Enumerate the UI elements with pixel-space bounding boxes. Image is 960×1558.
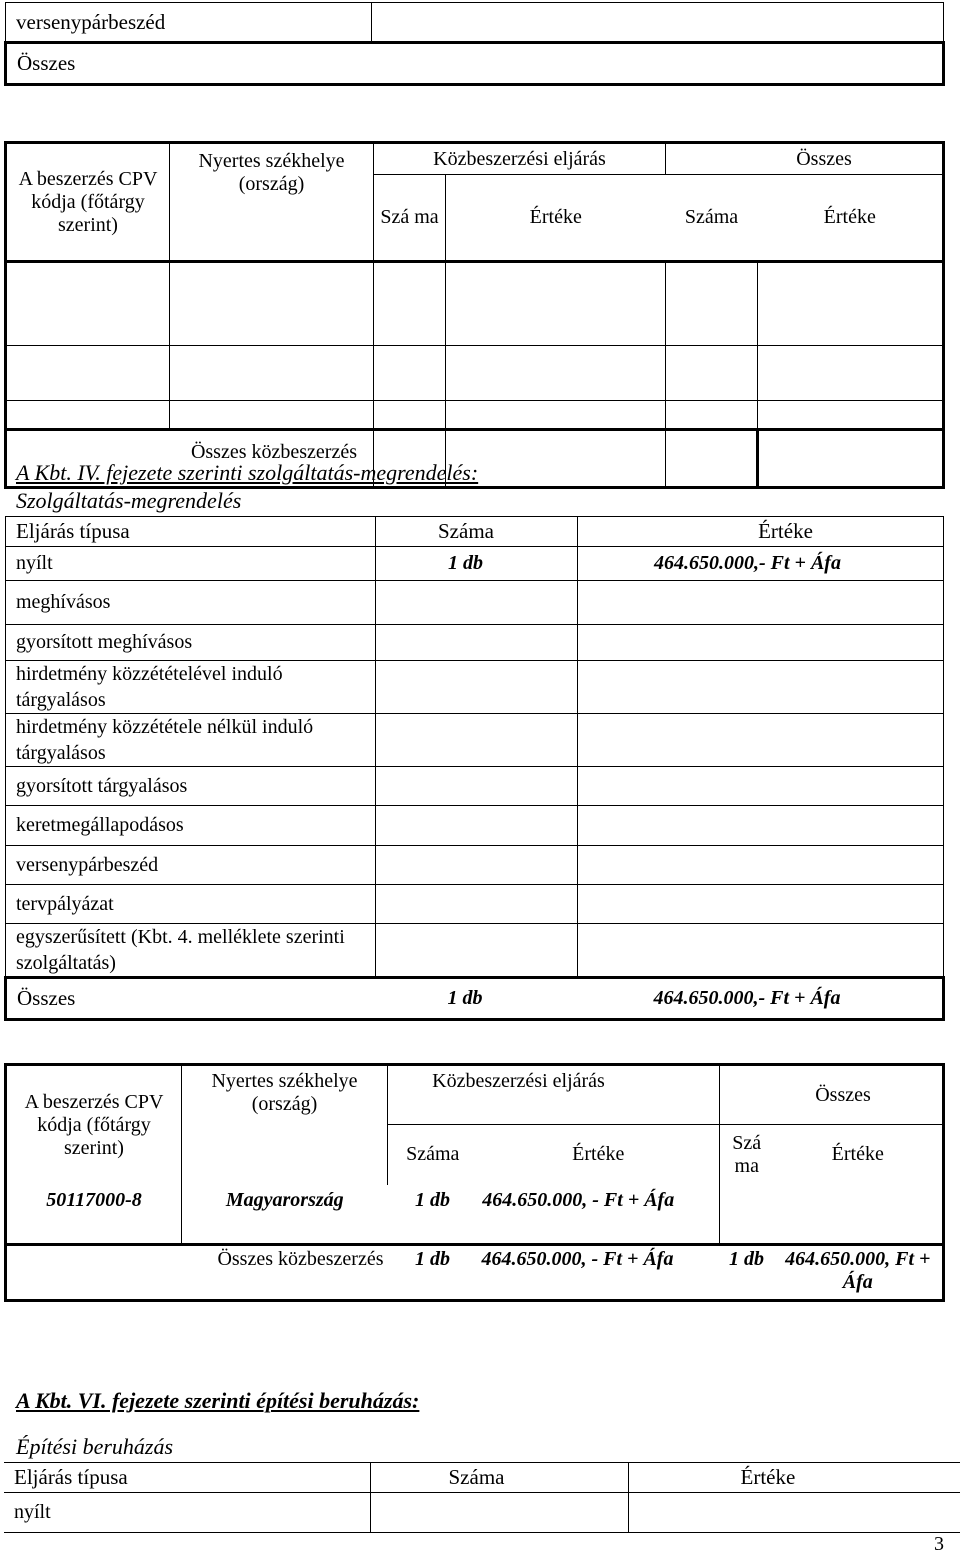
table-cell xyxy=(370,1493,628,1533)
header-cell-procedure: Közbeszerzési eljárás xyxy=(388,1065,720,1125)
table-cell xyxy=(374,262,446,346)
header-cell-total-value: Értéke xyxy=(774,1125,944,1185)
table-cell xyxy=(446,401,666,430)
table-cell xyxy=(578,846,944,885)
row-type: nyílt xyxy=(4,1493,370,1533)
table-cell xyxy=(628,1493,960,1533)
table-cell xyxy=(446,262,666,346)
value: 464.650.000, - Ft + Áfa xyxy=(478,1185,720,1245)
row-count: 1 db xyxy=(376,547,578,581)
row-type: nyílt xyxy=(6,547,376,581)
table-cell xyxy=(446,430,666,488)
table-cell xyxy=(578,806,944,846)
row-type: hirdetmény közzététele nélkül induló tárgyalásos xyxy=(6,714,376,767)
header-cell-total-value: Értéke xyxy=(758,175,944,262)
total-label: Összes xyxy=(6,978,376,1020)
row-type: gyorsított meghívásos xyxy=(6,625,376,661)
table-cell xyxy=(376,885,578,924)
header-cell-country: Nyertes székhelye (ország) xyxy=(170,143,374,262)
header-cell-value: Értéke xyxy=(478,1125,720,1185)
all-count: 1 db xyxy=(720,1245,774,1301)
header-procedure-type: Eljárás típusa xyxy=(4,1463,370,1493)
table-cell xyxy=(376,714,578,767)
summary-table-top xyxy=(4,2,945,86)
table-cell xyxy=(6,43,944,85)
row-type: versenypárbeszéd xyxy=(6,846,376,885)
table-cell xyxy=(374,401,446,430)
header-cell-total: Összes xyxy=(720,1065,944,1125)
total-count: 1 db xyxy=(376,978,578,1020)
header-cell-total-count: Szá ma xyxy=(720,1125,774,1185)
count: 1 db xyxy=(388,1185,478,1245)
header-cell-count: Szá ma xyxy=(374,175,446,262)
table-cell xyxy=(666,346,758,401)
section-vi-heading: A Kbt. VI. fejezete szerinti építési beruházás: xyxy=(16,1388,420,1413)
table-cell xyxy=(666,430,758,488)
table-cell xyxy=(758,401,944,430)
table-cell xyxy=(376,661,578,714)
total-label: Összes xyxy=(17,51,76,75)
procedure-type-label: versenypárbeszéd xyxy=(16,9,166,34)
procurement-table-2 xyxy=(4,1063,945,1302)
header-cell-cpv: A beszerzés CPV kódja (főtárgy szerint) xyxy=(6,143,170,262)
section-iv-subheading: Szolgáltatás-megrendelés xyxy=(16,488,242,513)
table-cell xyxy=(758,430,944,488)
table-cell xyxy=(376,924,578,978)
header-cell-total-count: Száma xyxy=(666,175,758,262)
table-cell xyxy=(720,1185,774,1245)
cpv-code: 50117000-8 xyxy=(6,1185,182,1245)
table-cell xyxy=(446,346,666,401)
total-label-cell: Összes közbeszerzés xyxy=(6,430,374,488)
table-cell xyxy=(6,401,170,430)
section-iv-heading: A Kbt. IV. fejezete szerinti szolgáltatás-megrendelés: xyxy=(16,460,479,485)
row-value: 464.650.000,- Ft + Áfa xyxy=(578,547,944,581)
total-label: Összes közbeszerzés xyxy=(182,1245,388,1301)
table-cell xyxy=(578,924,944,978)
table-cell xyxy=(374,346,446,401)
row-type: hirdetmény közzétételével induló tárgyalásos xyxy=(6,661,376,714)
row-type: tervpályázat xyxy=(6,885,376,924)
total-value: 464.650.000, - Ft + Áfa xyxy=(478,1245,720,1301)
header-cell-count: Száma xyxy=(388,1125,478,1185)
table-cell xyxy=(578,714,944,767)
table-cell xyxy=(372,3,944,43)
header-value: Értéke xyxy=(578,517,944,547)
page-number: 3 xyxy=(934,1533,944,1555)
table-cell xyxy=(666,401,758,430)
table-cell xyxy=(774,1185,944,1245)
table-cell xyxy=(376,806,578,846)
total-count: 1 db xyxy=(388,1245,478,1301)
section-vi-subheading: Építési beruházás xyxy=(16,1434,174,1459)
table-cell xyxy=(666,262,758,346)
table-cell xyxy=(6,1245,182,1301)
table-cell xyxy=(376,767,578,806)
all-value: 464.650.000, Ft + Áfa xyxy=(774,1245,944,1301)
header-count: Száma xyxy=(370,1463,628,1493)
header-cell-value: Értéke xyxy=(446,175,666,262)
table-cell xyxy=(6,3,372,43)
row-type: meghívásos xyxy=(6,581,376,625)
table-cell xyxy=(578,661,944,714)
table-cell xyxy=(578,625,944,661)
header-procedure-type: Eljárás típusa xyxy=(6,517,376,547)
header-value: Értéke xyxy=(628,1463,960,1493)
service-order-table xyxy=(4,516,945,1021)
table-cell xyxy=(376,846,578,885)
total-value: 464.650.000,- Ft + Áfa xyxy=(578,978,944,1020)
header-cell-cpv: A beszerzés CPV kódja (főtárgy szerint) xyxy=(6,1065,182,1185)
table-cell xyxy=(578,767,944,806)
table-cell xyxy=(170,401,374,430)
header-cell-country: Nyertes székhelye (ország) xyxy=(182,1065,388,1185)
table-cell xyxy=(170,346,374,401)
table-cell xyxy=(170,262,374,346)
table-cell xyxy=(758,346,944,401)
table-cell xyxy=(758,262,944,346)
table-cell xyxy=(6,346,170,401)
table-cell xyxy=(578,885,944,924)
table-cell xyxy=(6,262,170,346)
header-cell-total: Összes xyxy=(666,143,944,175)
row-type: keretmegállapodásos xyxy=(6,806,376,846)
header-count: Száma xyxy=(376,517,578,547)
header-cell-procedure: Közbeszerzési eljárás xyxy=(374,143,666,175)
row-type: gyorsított tárgyalásos xyxy=(6,767,376,806)
country: Magyarország xyxy=(182,1185,388,1245)
table-cell xyxy=(376,581,578,625)
construction-table xyxy=(4,1462,960,1533)
procurement-table-1 xyxy=(4,141,945,489)
table-cell xyxy=(376,625,578,661)
table-cell xyxy=(578,581,944,625)
row-type: egyszerűsített (Kbt. 4. melléklete szerinti szolgáltatás) xyxy=(6,924,376,978)
